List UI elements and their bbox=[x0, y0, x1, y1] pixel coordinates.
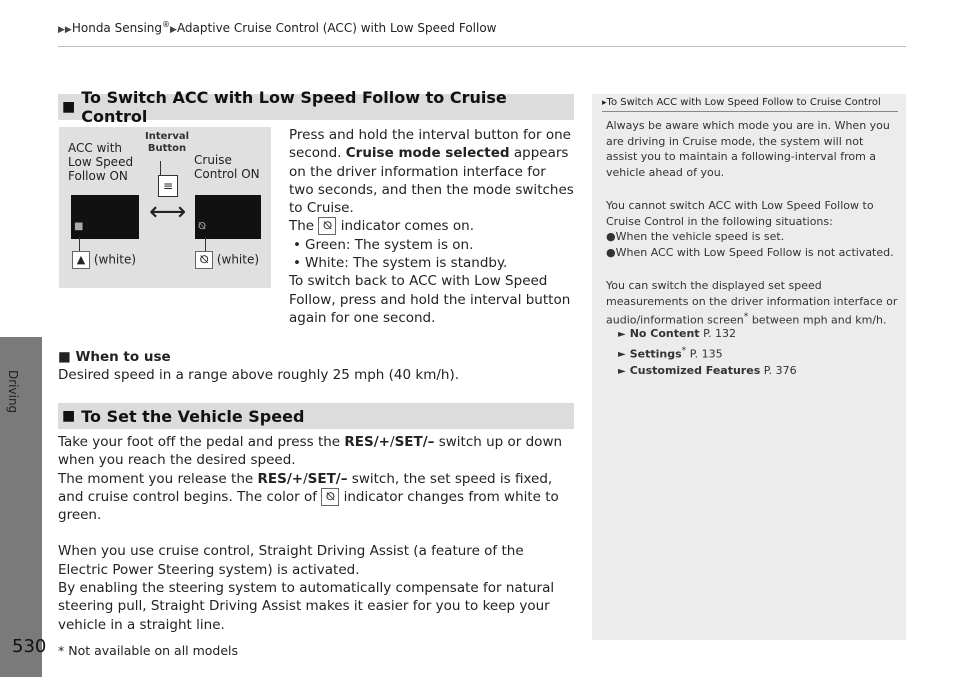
section-title: To Set the Vehicle Speed bbox=[81, 406, 305, 426]
breadcrumb-part-1[interactable]: Honda Sensing bbox=[71, 21, 163, 35]
instruction-para-2: The ⦰ indicator comes on. bbox=[289, 218, 474, 235]
set-speed-para-4: By enabling the steering system to automatically compensate for natural steering pull, Straight Driving Assist makes it easier for you to keep your vehicle in a straight line. bbox=[58, 580, 555, 633]
acc-screen: ■ bbox=[71, 195, 139, 239]
cruise-indicator-icon: ⦰ bbox=[318, 217, 336, 235]
acc-on-label: ACC with Low Speed Follow ON bbox=[68, 141, 134, 183]
square-icon: ■ bbox=[62, 99, 76, 115]
sidebar-bullet: ●When the vehicle speed is set. bbox=[606, 230, 785, 243]
instruction-para-1: Press and hold the interval button for one second. Cruise mode selected appears on the driver information interface for two seconds, and then the mode switches to Cruise. bbox=[289, 127, 574, 217]
square-icon: ■ bbox=[58, 349, 71, 365]
set-speed-para-2: The moment you release the RES/+/SET/– switch, the set speed is fixed, and cruise control begins. The color of ⦰ indicator changes from white to green. bbox=[58, 470, 559, 524]
sidebar-notes: ▸To Switch ACC with Low Speed Follow to Cruise Control Always be aware which mode you are in. When you are driving in Cruise mode, the system will not assist you to maintain a following-interval from a vehicle ahead of you. You cannot switch ACC with Low Speed Follow to Cruise Control in the following situations: ●When the vehicle speed is set. ●When ACC with Low Speed Follow is not activated. You can switch the displayed set speed measurements on the driver information interface or audio/information screen* between mph and km/h. ► No Content P. 132 ► Settings* P. 135 ► Customized Features P. 376 bbox=[592, 94, 906, 640]
sidebar-para-2: You cannot switch ACC with Low Speed Follow to Cruise Control in the following situations: bbox=[606, 199, 874, 228]
subhead-when-to-use: ■ When to use bbox=[58, 349, 171, 365]
cruise-caption: (white) bbox=[216, 252, 260, 267]
set-speed-para-1: Take your foot off the pedal and press the RES/+/SET/– switch up or down when you reach the desired speed. bbox=[58, 434, 563, 469]
sidebar-bullet: ●When ACC with Low Speed Follow is not activated. bbox=[606, 245, 894, 259]
breadcrumb: ▶▶Honda Sensing®▶Adaptive Cruise Control (ACC) with Low Speed Follow bbox=[58, 20, 497, 35]
ref-settings[interactable]: ► Settings* P. 135 bbox=[618, 344, 723, 361]
bullet-white: • White: The system is standby. bbox=[289, 254, 574, 272]
set-speed-para-3: When you use cruise control, Straight Driving Assist (a feature of the Electric Power Steering system) is activated. bbox=[58, 543, 524, 578]
square-icon: ■ bbox=[62, 408, 76, 424]
sidebar-para-3: You can switch the displayed set speed measurements on the driver information interface or audio/information screen* between mph and km/h. bbox=[606, 279, 898, 327]
instruction-para-3: To switch back to ACC with Low Speed Follow, press and hold the interval button again for one second. bbox=[289, 273, 571, 326]
double-arrow-icon: ⟷ bbox=[149, 197, 187, 227]
acc-indicator-icon: ▲ bbox=[72, 251, 90, 269]
sidebar-title: To Switch ACC with Low Speed Follow to Cruise Control bbox=[606, 97, 881, 108]
interval-button-label: Interval Button bbox=[145, 131, 190, 154]
set-speed-text bbox=[58, 433, 574, 634]
cruise-on-label: Cruise Control ON bbox=[194, 153, 260, 181]
bullet-green: • Green: The system is on. bbox=[289, 236, 574, 254]
sidebar-para-1: Always be aware which mode you are in. When you are driving in Cruise mode, the system will not assist you to maintain a following-interval from a vehicle ahead of you. bbox=[606, 119, 890, 179]
mode-switch-diagram bbox=[59, 127, 271, 288]
ref-no-content[interactable]: ► No Content P. 132 bbox=[618, 327, 736, 340]
section-title: To Switch ACC with Low Speed Follow to Cruise Control bbox=[81, 88, 507, 126]
ref-customized-features[interactable]: ► Customized Features P. 376 bbox=[618, 363, 797, 377]
when-to-use-text: Desired speed in a range above roughly 25 mph (40 km/h). bbox=[58, 367, 460, 384]
footnote: * Not available on all models bbox=[58, 643, 239, 658]
cruise-screen: ⦰ bbox=[195, 195, 261, 239]
section-header-set-speed bbox=[58, 403, 574, 429]
section-header-switch-acc bbox=[58, 88, 574, 126]
page-number: 530 bbox=[12, 636, 47, 657]
side-tab-label: Driving bbox=[6, 370, 20, 414]
sidebar-refs bbox=[618, 326, 910, 379]
switch-instructions bbox=[289, 126, 574, 327]
interval-button-icon: ≡ bbox=[158, 175, 178, 197]
acc-caption: (white) bbox=[93, 252, 137, 267]
cruise-indicator-icon: ⦰ bbox=[321, 488, 339, 506]
header-rule bbox=[58, 46, 906, 47]
cruise-indicator-icon: ⦰ bbox=[195, 251, 213, 269]
breadcrumb-part-2[interactable]: Adaptive Cruise Control (ACC) with Low Speed Follow bbox=[176, 21, 497, 35]
